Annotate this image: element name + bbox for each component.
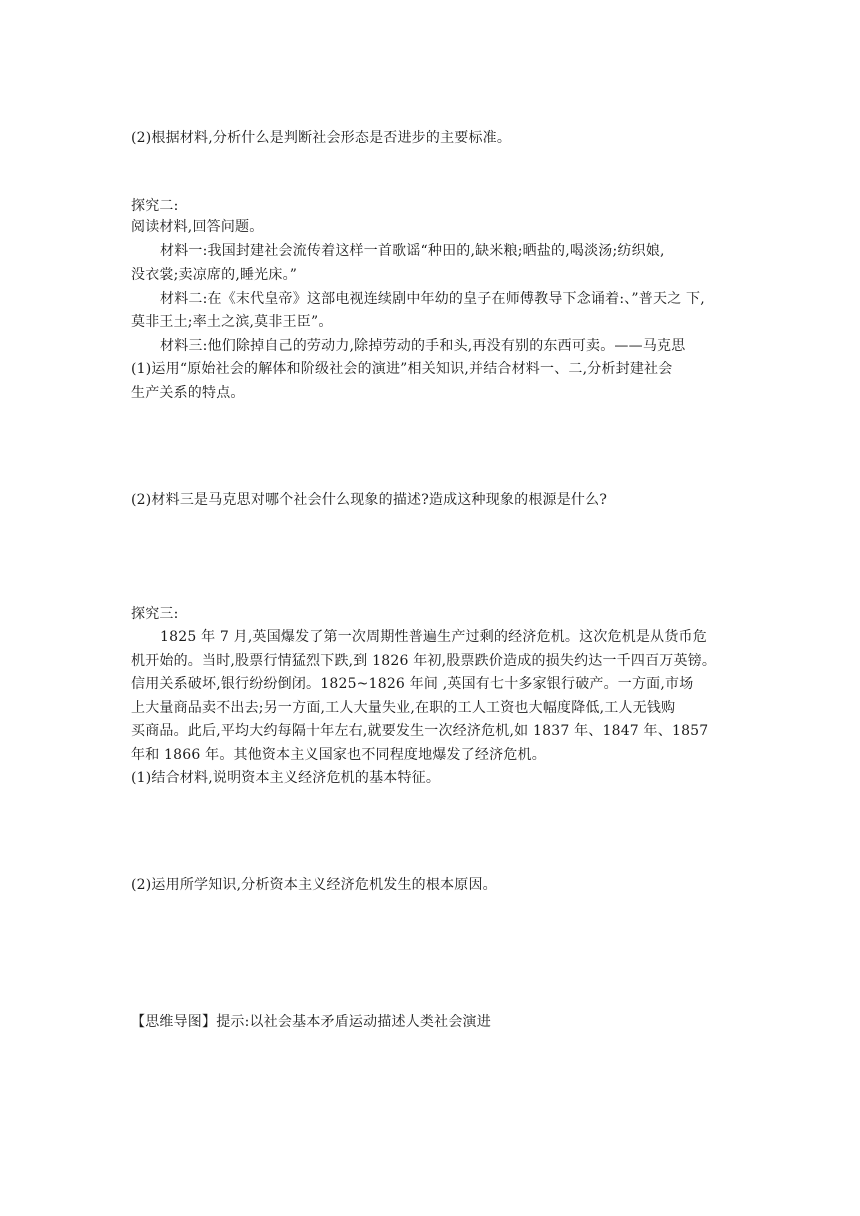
material-1-line-1: 材料一:我国封建社会流传着这样一首歌谣“种田的,缺米粮;晒盐的,喝淡汤;纺织娘, (160, 243, 665, 259)
crisis-paragraph-line-3: 信用关系破坏,银行纷纷倒闭。1825~1826 年间 ,英国有七十多家银行破产。一方面,市场 (131, 676, 694, 692)
material-1-line-2: 没衣裳;卖凉席的,睡光床。” (131, 267, 298, 283)
crisis-paragraph-line-1: 1825 年 7 月,英国爆发了第一次周期性普遍生产过剩的经济危机。这次危机是从货币危 (160, 629, 707, 645)
question-1-feudal-line-1: (1)运用“原始社会的解体和阶级社会的演进”相关知识,并结合材料一、二,分析封建社会 (131, 361, 673, 377)
question-2-crisis-cause: (2)运用所学知识,分析资本主义经济危机发生的根本原因。 (131, 877, 497, 893)
crisis-paragraph-line-4: 上大量商品卖不出去;另一方面,工人大量失业,在职的工人工资也大幅度降低,工人无钱购 (131, 700, 676, 716)
crisis-paragraph-line-6: 年和 1866 年。其他资本主义国家也不同程度地爆发了经济危机。 (131, 747, 546, 763)
question-1-crisis-features: (1)结合材料,说明资本主义经济危机的基本特征。 (131, 770, 441, 786)
material-2-line-2: 莫非王土;率土之滨,莫非王臣”。 (131, 314, 333, 330)
question-1-feudal-line-2: 生产关系的特点。 (131, 385, 245, 401)
question-2-marx: (2)材料三是马克思对哪个社会什么现象的描述?造成这种现象的根源是什么? (131, 492, 608, 508)
crisis-paragraph-line-2: 机开始的。当时,股票行情猛烈下跌,到 1826 年初,股票跌价造成的损失约达一千四百万英镑。 (131, 653, 717, 669)
heading-inquiry-2: 探究二: (131, 198, 179, 214)
material-2-line-1: 材料二:在《末代皇帝》这部电视连续剧中年幼的皇子在师傅教导下念诵着:、”普天之 下, (160, 291, 705, 307)
question-2-social-form: (2)根据材料,分析什么是判断社会形态是否进步的主要标准。 (131, 130, 512, 146)
crisis-paragraph-line-5: 买商品。此后,平均大约每隔十年左右,就要发生一次经济危机,如 1837 年、1847 年、1857 (131, 723, 709, 739)
heading-inquiry-3: 探究三: (131, 606, 179, 622)
material-3: 材料三:他们除掉自己的劳动力,除掉劳动的手和头,再没有别的东西可卖。——马克思 (160, 338, 686, 354)
mindmap-hint: 【思维导图】提示:以社会基本矛盾运动描述人类社会演进 (131, 1014, 491, 1030)
instruction-read-material: 阅读材料,回答问题。 (131, 219, 264, 235)
